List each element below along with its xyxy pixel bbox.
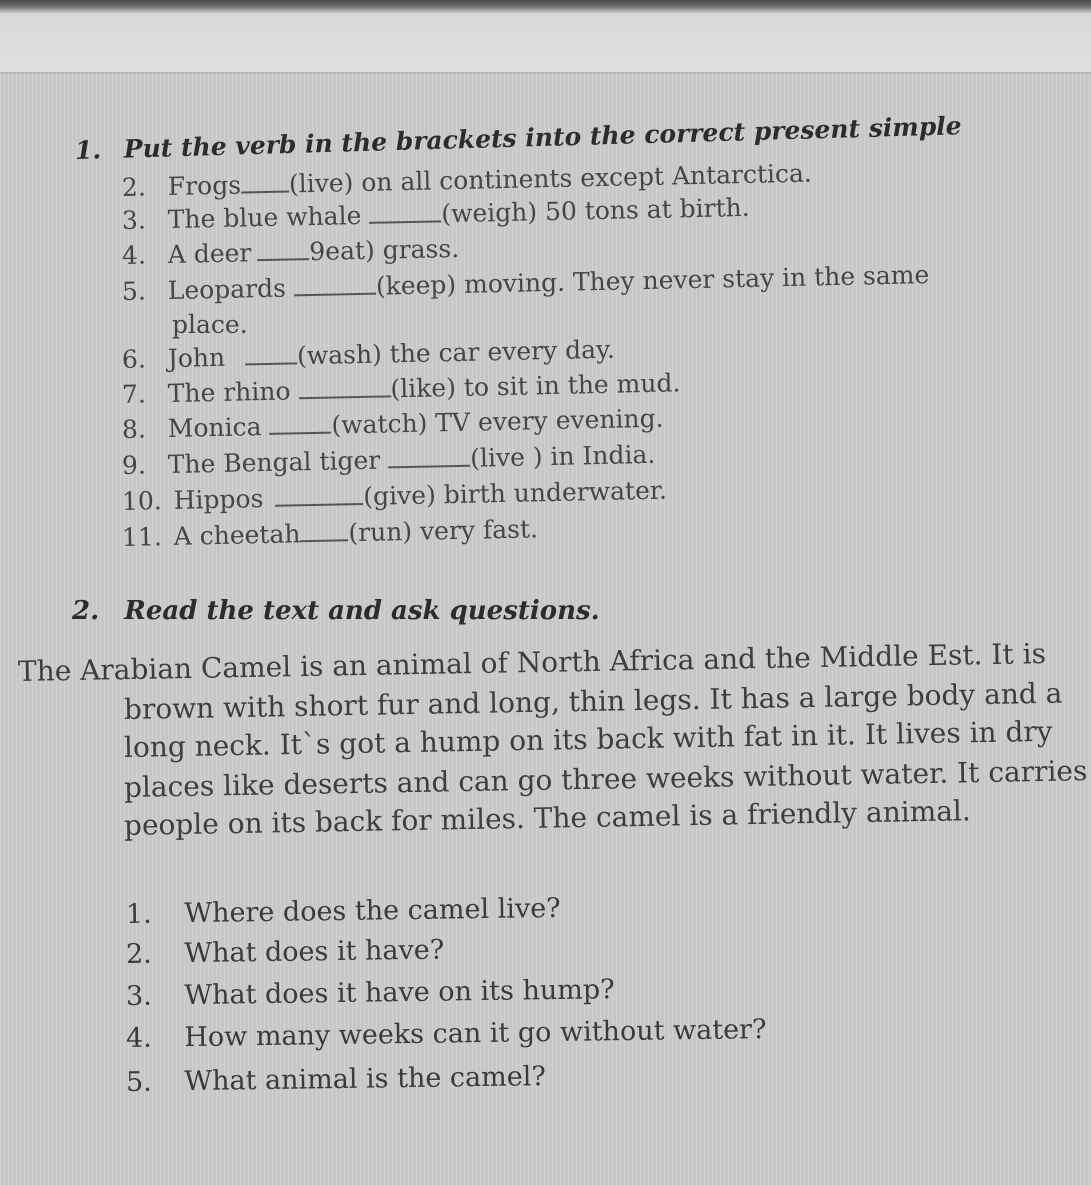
question-number: 1. <box>125 898 152 930</box>
item-rest: (like) to sit in the mud. <box>390 368 681 404</box>
answer-blank[interactable] <box>369 198 441 224</box>
exercise-1-item <box>122 439 656 481</box>
item-number: 3. <box>121 205 147 235</box>
question-text: How many weeks can it go without water? <box>184 1014 767 1054</box>
question-text: Where does the camel live? <box>184 892 561 930</box>
item-rest: 9eat) grass. <box>309 233 460 267</box>
item-subject: The blue whale <box>167 200 362 235</box>
question-text: What does it have? <box>184 934 445 970</box>
item-subject: The rhino <box>167 376 291 409</box>
item-number: 5. <box>121 276 147 306</box>
item-subject: Frogs <box>167 170 242 202</box>
answer-blank[interactable] <box>388 443 470 469</box>
exercise-1-item-continuation <box>172 310 248 340</box>
item-rest: (weigh) 50 tons at birth. <box>441 192 750 229</box>
worksheet-page <box>0 74 1091 1185</box>
question-text: What does it have on its hump? <box>184 974 615 1012</box>
question-number: 3. <box>125 980 152 1012</box>
exercise-1-item <box>122 513 539 553</box>
exercise-1-number: 1. <box>74 135 102 165</box>
item-number: 9. <box>121 450 147 480</box>
item-rest: (watch) TV every evening. <box>331 403 664 440</box>
question-text: What animal is the camel? <box>184 1061 547 1098</box>
exercise-2-title: Read the text and ask questions. <box>124 596 600 626</box>
item-subject: A deer <box>167 238 252 270</box>
item-number: 2. <box>121 172 147 202</box>
item-subject: A cheetah <box>173 519 301 551</box>
answer-blank[interactable] <box>245 340 297 365</box>
question-item <box>126 973 615 1014</box>
item-rest: (live) on all continents except Antarctica. <box>288 158 813 199</box>
item-number: 11. <box>121 522 163 552</box>
reading-text: The Arabian Camel is an animal of North Africa and the Middle Est. It is <box>17 637 1047 688</box>
answer-blank[interactable] <box>269 410 331 435</box>
item-subject: Hippos <box>173 484 264 515</box>
item-number: 6. <box>121 344 147 374</box>
reading-text: brown with short fur and long, thin legs. It has a large body and a <box>123 676 1063 726</box>
exercise-1-item <box>122 233 460 271</box>
question-item <box>126 1013 767 1056</box>
item-number: 8. <box>121 414 147 444</box>
answer-blank[interactable] <box>241 169 289 194</box>
item-subject: The Bengal tiger <box>167 445 381 480</box>
item-rest: (run) very fast. <box>348 514 539 548</box>
question-number: 5. <box>125 1066 152 1098</box>
item-rest: (keep) moving. They never stay in the same <box>375 260 930 301</box>
item-rest: (live ) in India. <box>469 439 656 473</box>
item-subject: John <box>167 342 226 374</box>
answer-blank[interactable] <box>294 271 376 297</box>
answer-blank[interactable] <box>275 481 363 507</box>
exercise-1-item <box>122 475 668 517</box>
item-number: 10. <box>121 486 163 516</box>
answer-blank[interactable] <box>257 236 309 261</box>
reading-text: places like deserts and can go three weeks without water. It carries <box>123 754 1088 804</box>
question-number: 4. <box>125 1022 152 1054</box>
reading-text: people on its back for miles. The camel is a friendly animal. <box>123 794 972 842</box>
screen-top-edge <box>0 0 1091 74</box>
item-number: 7. <box>121 379 147 409</box>
item-rest: place. <box>172 310 248 339</box>
reading-text: long neck. It`s got a hump on its back with fat in it. It lives in dry <box>123 714 1053 764</box>
exercise-2-number: 2. <box>72 596 100 626</box>
exercise-1-title: Put the verb in the brackets into the correct present simple <box>123 111 962 164</box>
question-item <box>126 934 445 972</box>
question-item <box>126 1060 546 1100</box>
item-subject: Monica <box>167 412 262 444</box>
exercise-2-heading <box>72 596 600 626</box>
exercise-1-item <box>122 403 664 445</box>
item-number: 4. <box>121 240 147 270</box>
item-rest: (wash) the car every day. <box>296 334 616 371</box>
answer-blank[interactable] <box>298 373 390 399</box>
exercise-1-heading <box>75 111 962 166</box>
question-item <box>126 892 561 932</box>
answer-blank[interactable] <box>300 517 348 542</box>
question-number: 2. <box>125 938 152 970</box>
item-subject: Leopards <box>167 273 287 306</box>
item-rest: (give) birth underwater. <box>363 475 668 511</box>
